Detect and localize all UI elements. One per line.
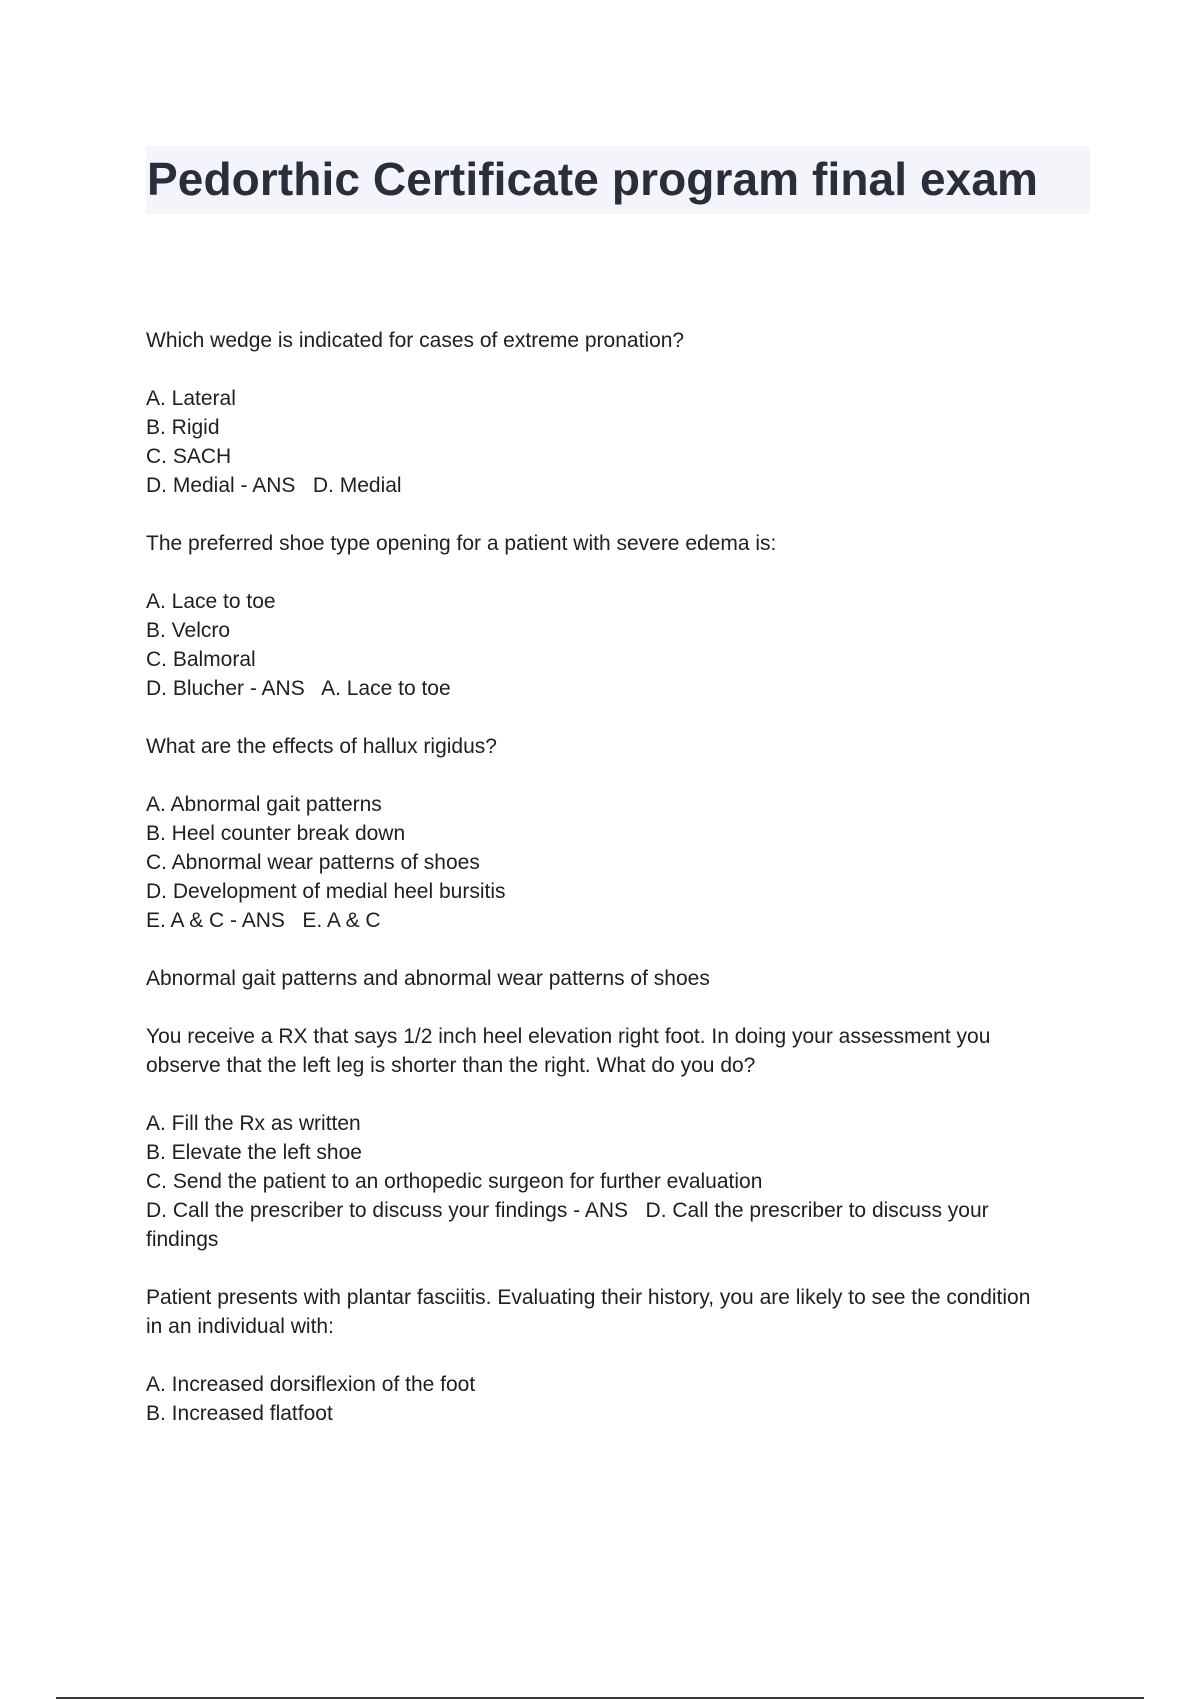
answer-option: C. Send the patient to an orthopedic surgeon for further evaluation [146, 1170, 763, 1193]
spacer [146, 993, 1090, 1022]
answer-option: B. Rigid [146, 416, 220, 439]
answer-option: B. Increased flatfoot [146, 1402, 333, 1425]
title-band [146, 146, 1090, 214]
answer-option: C. Balmoral [146, 648, 256, 671]
answer-option: D. Development of medial heel bursitis [146, 880, 506, 903]
question-text: The preferred shoe type opening for a patient with severe edema is: [146, 532, 777, 555]
spacer [146, 1254, 1090, 1283]
spacer [146, 355, 1090, 384]
spacer [146, 1341, 1090, 1370]
spacer [146, 558, 1090, 587]
spacer [146, 500, 1090, 529]
answer-option: E. A & C - ANS E. A & C [146, 909, 381, 932]
question-text: Which wedge is indicated for cases of extreme pronation? [146, 329, 685, 352]
question-text: observe that the left leg is shorter than the right. What do you do? [146, 1054, 756, 1077]
answer-option: findings [146, 1228, 219, 1251]
document-body [146, 326, 1090, 1428]
page-bottom-rule [56, 1697, 1144, 1699]
answer-explanation: Abnormal gait patterns and abnormal wear patterns of shoes [146, 967, 710, 990]
answer-option: B. Velcro [146, 619, 231, 642]
question-text: What are the effects of hallux rigidus? [146, 735, 497, 758]
spacer [146, 935, 1090, 964]
answer-option: D. Medial - ANS D. Medial [146, 474, 402, 497]
answer-option: D. Blucher - ANS A. Lace to toe [146, 677, 451, 700]
answer-option: B. Heel counter break down [146, 822, 406, 845]
question-text: You receive a RX that says 1/2 inch heel elevation right foot. In doing your assessment you [146, 1025, 991, 1048]
spacer [146, 761, 1090, 790]
answer-option: A. Abnormal gait patterns [146, 793, 382, 816]
question-text: Patient presents with plantar fasciitis. Evaluating their history, you are likely to see the condition [146, 1286, 1031, 1309]
answer-option: C. Abnormal wear patterns of shoes [146, 851, 480, 874]
answer-option: A. Increased dorsiflexion of the foot [146, 1373, 476, 1396]
page-title: Pedorthic Certificate program final exam [147, 153, 1039, 205]
answer-option: B. Elevate the left shoe [146, 1141, 362, 1164]
answer-option: A. Lace to toe [146, 590, 276, 613]
answer-option: A. Fill the Rx as written [146, 1112, 361, 1135]
answer-option: C. SACH [146, 445, 232, 468]
question-text: in an individual with: [146, 1315, 334, 1338]
answer-option: A. Lateral [146, 387, 236, 410]
answer-option: D. Call the prescriber to discuss your findings - ANS D. Call the prescriber to discuss your [146, 1199, 989, 1222]
spacer [146, 703, 1090, 732]
spacer [146, 1080, 1090, 1109]
